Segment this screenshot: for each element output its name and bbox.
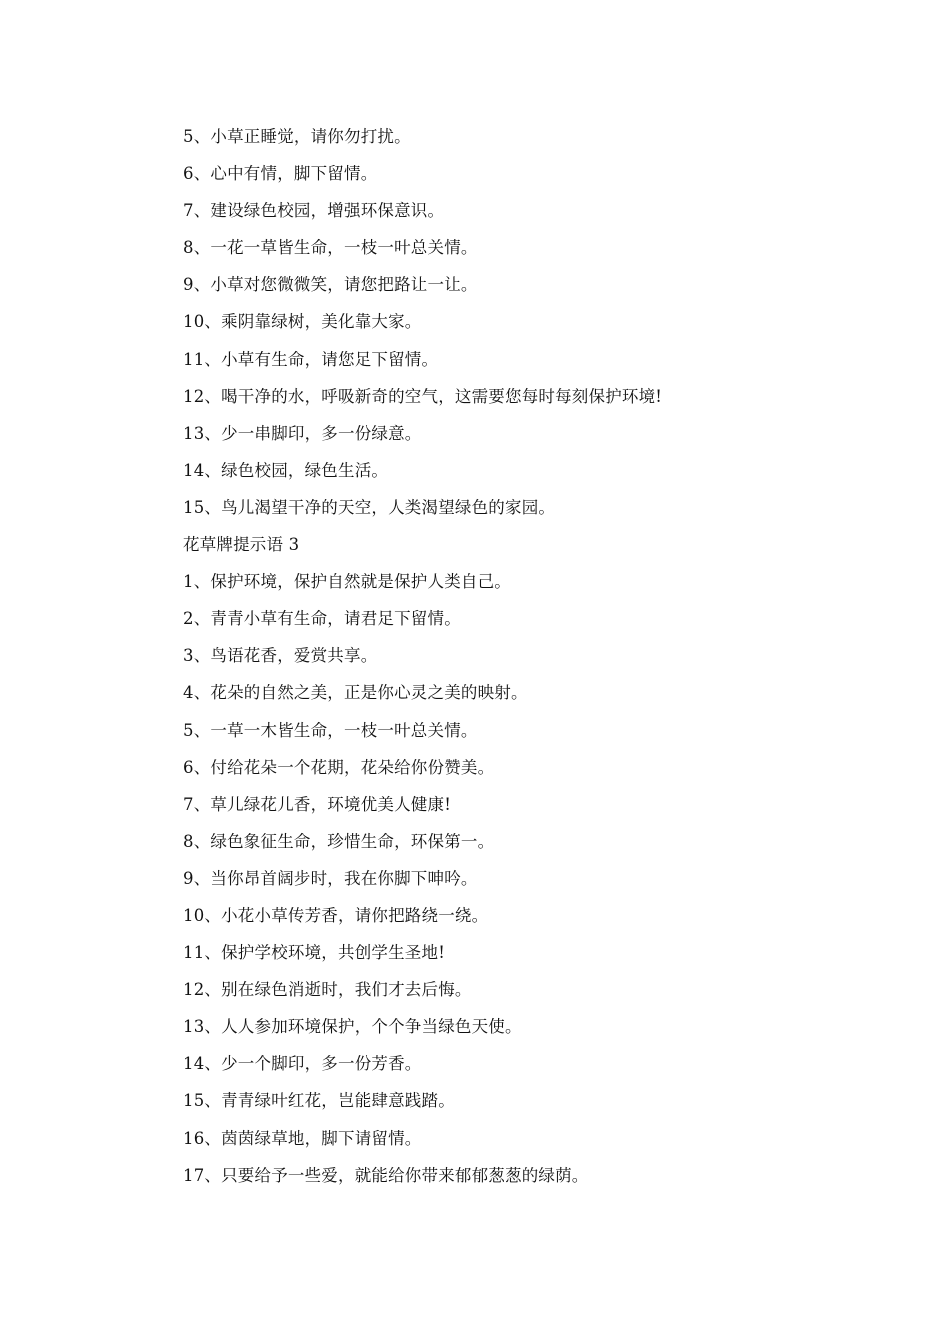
text-line-s3-6: 6、付给花朵一个花期，花朵给你份赞美。 — [183, 757, 495, 777]
text-line-s3-17: 17、只要给予一些爱，就能给你带来郁郁葱葱的绿荫。 — [183, 1165, 589, 1185]
text-line-s3-16: 16、茵茵绿草地，脚下请留情。 — [183, 1128, 422, 1148]
text-line-slogan-10: 10、乘阴靠绿树，美化靠大家。 — [183, 312, 422, 332]
text-line-s3-11: 11、保护学校环境，共创学生圣地! — [183, 943, 446, 963]
text-line-s3-10: 10、小花小草传芳香，请你把路绕一绕。 — [183, 905, 489, 925]
text-line-s3-2: 2、青青小草有生命，请君足下留情。 — [183, 609, 461, 629]
text-line-slogan-9: 9、小草对您微微笑，请您把路让一让。 — [183, 275, 478, 295]
text-line-slogan-13: 13、少一串脚印，多一份绿意。 — [183, 423, 422, 443]
text-line-slogan-11: 11、小草有生命，请您足下留情。 — [183, 349, 439, 369]
text-line-slogan-14: 14、绿色校园，绿色生活。 — [183, 460, 389, 480]
text-line-s3-3: 3、鸟语花香，爱赏共享。 — [183, 646, 378, 666]
document-body — [183, 118, 883, 1194]
text-line-s3-8: 8、绿色象征生命，珍惜生命，环保第一。 — [183, 831, 495, 851]
text-line-slogan-7: 7、建设绿色校园，增强环保意识。 — [183, 201, 445, 221]
text-line-slogan-15: 15、鸟儿渴望干净的天空，人类渴望绿色的家园。 — [183, 497, 556, 517]
text-line-s3-12: 12、别在绿色消逝时，我们才去后悔。 — [183, 980, 472, 1000]
text-line-s3-4: 4、花朵的自然之美，正是你心灵之美的映射。 — [183, 683, 528, 703]
text-line-s3-5: 5、一草一木皆生命，一枝一叶总关情。 — [183, 720, 478, 740]
text-line-s3-9: 9、当你昂首阔步时，我在你脚下呻吟。 — [183, 868, 478, 888]
text-line-slogan-8: 8、一花一草皆生命，一枝一叶总关情。 — [183, 238, 478, 258]
text-line-s3-1: 1、保护环境，保护自然就是保护人类自己。 — [183, 572, 511, 592]
text-line-s3-13: 13、人人参加环境保护，个个争当绿色天使。 — [183, 1017, 522, 1037]
text-line-s3-15: 15、青青绿叶红花，岂能肆意践踏。 — [183, 1091, 455, 1111]
text-line-slogan-6: 6、心中有情，脚下留情。 — [183, 164, 378, 184]
text-line-s3-7: 7、草儿绿花儿香，环境优美人健康! — [183, 794, 452, 814]
text-line-s3-14: 14、少一个脚印，多一份芳香。 — [183, 1054, 422, 1074]
text-line-slogan-5: 5、小草正睡觉，请你勿打扰。 — [183, 127, 411, 146]
text-line-slogan-12: 12、喝干净的水，呼吸新奇的空气，这需要您每时每刻保护环境! — [183, 386, 663, 406]
section-heading: 花草牌提示语 3 — [183, 535, 300, 555]
